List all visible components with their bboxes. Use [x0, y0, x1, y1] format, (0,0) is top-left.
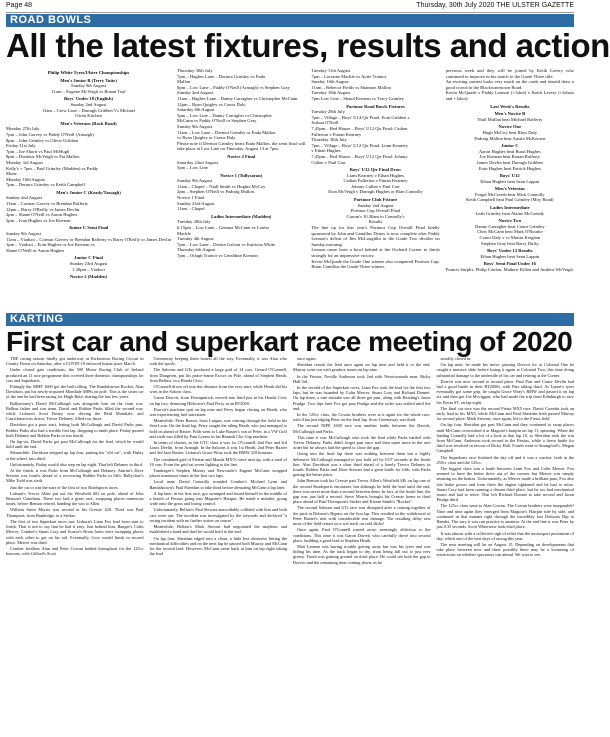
fixture-line: Sunday 16th August	[311, 79, 349, 85]
fixture-line: Tuesday 28th July	[311, 109, 345, 115]
fixture-line: 1pm – Viaduct – Eoin Hughes or Joe Kiernan vs	[6, 242, 95, 248]
headline-karting: First car and superkart race meeting of 2020	[6, 326, 573, 357]
fixture-line: 12pm – Barry O'Reilly vs James Devlin	[6, 206, 80, 212]
article-paragraph: The Saloons and GTs produced a large grid of 14 cars. Gerard O'Connell, from Dungiven, put his peace-frame Escort on Pole, ahead of Stephen Heath, from Belfast, in a Honda Civic.	[149, 367, 287, 383]
article-paragraph: William Steve Morris was second in his Cressie 42S. Third was Paul Thompson, from Banbridge, in a Striker.	[6, 507, 144, 518]
fixture-heading: Junior C Final	[74, 255, 103, 261]
fixture-heading: Philip White Tyres/Ulster Championships	[47, 70, 130, 75]
fixture-heading: Novice 2 Final	[227, 153, 256, 159]
fixture-line: Sunday 9th August	[71, 83, 106, 89]
fixture-line: Kelly's + 7pm – Paul Grimley (Madden) vs Paddy	[6, 165, 99, 171]
fixture-line: Ethan Hughes beat Sean Lappin	[480, 178, 540, 184]
fixture-line: Shane O'Neill or Aaron Hughes	[6, 247, 65, 253]
article-paragraph: Davidson got a poor start, letting both McCullough and David Parks past. Robbie Parks also had a terrible first lap, dropping to ninth place. Finlay passed both Delaney and Robbie Parks to run fourth.	[6, 422, 144, 438]
article-paragraph: once again.	[297, 356, 317, 361]
road-bowls-col-4	[446, 68, 574, 310]
article-paragraph: O'Connell drove off into the distance from the very start, while Heath did his wins in the Saloon class.	[149, 384, 287, 395]
fixture-line: 8pm – Low Lane – Paddy O'Neill (Armagh) vs Stephen Gray	[177, 84, 290, 90]
article-paragraph: The 125cc class went to Alan Cowan. The Cowan brothers were inseparable! Time and time again they emerged from Maguire's Hairpin side by side, and continued in that manner right through the incredibly fast Dobsons Dip to Hamlet. The way it was run practice is amateur. At the end line it was Peter by just 0.35 seconds. Scott Whitewaw took third place.	[436, 503, 574, 530]
article-paragraph: The first of two Superkart races saw Lisburn's Liam Fox lead from start to finish. That is not to say that he had it easy. Just behind him, Banger's Colin Mercer, Comber's Stuart Cory and Scarva's Brian Jones were swapping places with each other to get on his tail. Eventually, Cory would finish in second place. Mercer was third.	[6, 518, 144, 545]
article-paragraph: The final car race was the second Fiesta MX5 race. Davitt Coombs took an early lead in his MX5, while McCann and Paul Sheridan both passed Murray for second place. Mark Stewart, once again, led to the Fiesta field.	[436, 405, 574, 422]
section-title-road-bowls: ROAD BOWLS	[10, 14, 92, 26]
fixture-line: Joe Kiernan beat Ronan Rafferty	[479, 154, 541, 160]
fixture-line: Friday 31st July	[6, 143, 36, 149]
fixture-heading: Novice 2 (Madden)	[69, 274, 108, 280]
road-bowls-col-3	[311, 68, 439, 310]
article-paragraph: Just the car to win the start of the first of two Roadsports races.	[10, 484, 119, 490]
article-paragraph: Ballymoney's David McCullough was alongside him on the front row. Bellina father and son team, David and Robbie Parks filled the second row, while Lisburn's Scott Finlay, now driving the Reid Mondiale, and Carrickmacross driver, Trevor Delaney, filled row three.	[6, 400, 144, 422]
article-paragraph: Fittingly the NIHF 1600 got the ball rolling. The Randalstown Rocket, Alan Davidson, put his newly-acquired Mondiale M89s on pole. This is the sister car of the one he had been racing for Hugh Reid, sharing the last few years.	[6, 384, 144, 400]
fixture-paragraph: Kevin McQuade v Paddy Lennon (+1shot) v Keith Lavery (+2shots and +1shot).	[445, 90, 574, 101]
article-paragraph: The combined grid of Fiestas and Mazda MX5's were next up, with a total of 16 cars. From the grid sat seven lighting to the line.	[149, 456, 287, 467]
fixture-line: Monday 10th August	[6, 176, 45, 182]
article-paragraph: Meanwhile, Davidson stepped up lap four, putting his "old car", with Finlay at the wheel, into third.	[6, 450, 144, 461]
fixture-line: Monday 3rd August	[6, 159, 43, 165]
fixture-heading: Men's Veterans (Rock Road)	[60, 120, 117, 126]
fixture-line: Eoin McVeigh v Darragh Hughes or Rian Connolly	[328, 189, 423, 195]
article-paragraph: The biggest class was a battle between Liam Fox and Colin Mercer. Fox seemed to have the better drive out of the corners but Mercer was simply amazing on the brakes. Unfortunately, as Mercer made a brilliant pass, Fox also lost brake power and from there the engine tightened and he had to retire. Stuart Cory had been running a distant third place, but he too had mechanical issues and had to retire. That left Richard Donnet to take second and Jason Prudge third.	[436, 466, 574, 503]
fixture-line: Leah Grimley beat Alaine McGrendy	[475, 210, 545, 216]
fixture-line: Thursday 30th July	[177, 68, 213, 73]
article-paragraph: In the second of the Superkart races, Liam Fox took the lead for the first two laps, but he was hounded by Colin Mercer, Stuart Cory and Richard Donnet. On lap three, a rare mistake saw all three get past, along with Reading's Jason Prudge. Two laps later Fox got past Prudge and the order was settled until the end.	[293, 385, 431, 411]
fixture-line: 7pm – John Garvey vs Paddy O'Neill (Armagh)	[6, 131, 94, 137]
road-bowls-col-2	[177, 68, 305, 310]
fixture-line: Sunday 9th August	[6, 231, 41, 237]
fixture-line: 7pm – Village – Boys' U14 Qtr Final: Eoin Gribben v	[311, 114, 410, 120]
fixture-line: 2pm – Stephen O'Neill vs Padraig Mallon	[177, 189, 254, 195]
article-paragraph: Dorrvit was now second to second place. Paul Parr and Conor Devlin had had a good battle in their RT2000s, with Parr taking third. As Lynne's tyres eventually got some grip, he caught Grace Wray's BMW and passed it on lap six and then got Joe Mcviggan, who had made the trip from Edinburgh to race his Fiesta ST, on lap eight.	[436, 378, 574, 405]
fixture-line: 11am – Cormac Garvey vs Brendan Rafferty	[6, 201, 89, 207]
fixture-line: 7pm – Orlagh Trainor vs Geraldine Kiernan	[177, 253, 258, 258]
fixture-heading: Boys' Under 12 Results	[487, 248, 533, 254]
fixture-line: Thursday 6th August	[177, 247, 216, 253]
fixture-line: 11am – Chapel – Niall Smith vs Hughie McCoy	[177, 183, 266, 189]
fixture-line: Results	[368, 219, 383, 225]
fixture-line: Fergal McCreesh beat Mick Connolly	[475, 191, 545, 197]
fixture-line: Mackle	[177, 230, 191, 236]
fixture-line: Stephen Gray beat Barry Duffy	[481, 240, 539, 246]
fixture-line: 5pm – Low Line	[177, 165, 208, 171]
article-paragraph: A lap later, in his first race, got swamped and found himself in the middle of a bunch of Fiestas going into Maguire's Hairpin. He made a mistake, going wide onto the grass and losing control.	[149, 490, 287, 507]
fixture-heading: Men's Junior C (Keady/Tassagh)	[56, 189, 121, 195]
article-paragraph: In terms of classes, as the GTC class it was 1st O'Connell, 2nd Parr and 3rd Louis Devlin, from Armagh. In the Saloons it was 1st Heath, 2nd Peter Baxter and 3rd Jazz Baxter. Lisburn's Grace Wray took the BMW 318 honours.	[149, 440, 287, 456]
fixture-line: Eoin Hughes beat Patrick Hughes	[478, 165, 541, 171]
article-paragraph: The Superkarts race finished the day off and it was a cracker, both in the 250cc class and the 125cc.	[436, 454, 574, 465]
fixture-heading: Novice Two	[498, 218, 522, 224]
karting-col-2	[150, 356, 288, 734]
article-paragraph: Under closed gate conditions, the 500 Motor Racing Club of Ireland produced an 11 race programme that covered three domestic championships for cars and Superkarts.	[6, 367, 144, 383]
article-paragraph: This time it was McCullough who took the lead while Parks battled with Trevor Delaney. Parks didn't forget past once and then some more in the rare order but he always had the speed to close the gap.	[293, 434, 431, 451]
fixture-line: 11am – Hughes Lane – Danny Carragher vs Christopher McCann	[177, 95, 298, 101]
road-bowls-col-1	[6, 68, 171, 310]
fixture-line: Keith Campbell beat Paul Grimley (Moy Road)	[466, 197, 554, 203]
fixture-line: Sunday 23rd August	[177, 200, 215, 206]
article-paragraph: The second Saloons and GTs race was disrupted after a coming together of the pack at Dobson's Bypass on the first lap. This resulted in the withdrawal of Peter Baxter's seat with considerable rear damage. The resulting delay saw most of the field restart on a wet track on cold slicks!	[293, 505, 431, 527]
fixture-line: Cadian Fullerton v Fintan Kearney	[343, 178, 408, 184]
fixture-line: 11am – Crew Lane – Darragh Gribben Vs Michael	[41, 107, 136, 113]
fixture-line: Curran's 10.30am to Connolly's	[346, 213, 405, 219]
fixture-line: Johnny Cullen v Paul Carr	[351, 183, 400, 189]
road-bowls-columns	[6, 68, 574, 310]
fixture-line: Conor Daly v vs Martin Keighan	[479, 235, 541, 241]
fixture-paragraph: Lennon came from a bowl behind at the Orchard Corner to finish strongly for an impressive victory.	[311, 247, 440, 258]
fixture-line: 7pm – Lorraine Mackle vs Aoife Trainor	[311, 73, 387, 79]
fixture-heading: Men's Junior B (Terry Tuite)	[60, 77, 117, 83]
fixture-paragraph: Francis Surplis, Philip Conlon, Mathew Killen and Andrew McVeigh.	[445, 267, 574, 272]
fixture-heading: Boys' Semi Final Under 16	[483, 261, 536, 267]
fixture-line: 8pm – Dominic McVeigh vs Pat Mallon	[6, 154, 80, 160]
article-paragraph: At the finish, it was Parks from McCullough and Delaney. Antrim's Dave Stewart was fourth, ahead of a recovering Robbie Parks in fifth. Ballyclare's Mike Todd was sixth.	[6, 468, 144, 484]
fixture-heading: Junior C Semi Final	[68, 225, 109, 231]
fixture-paragraph: Please note if Dermot Grimley beats Enda Mallon, the semi final will take place at Low Line on Thursday, August 13 at 7pm.	[177, 140, 306, 152]
fixture-line: Sunday 2nd August	[357, 202, 394, 208]
fixture-line: Mallon	[177, 79, 191, 85]
article-paragraph: Dorrvit's machine quit on lap nine and Perry began closing on Heath, who was experiencing fuel starvation.	[149, 406, 287, 418]
fixture-line: 7pm – Low Lane – Denise Galvan vs Katriona White	[177, 241, 276, 247]
fixture-heading: Ladies Intermediate (Madden)	[211, 213, 272, 219]
article-paragraph: The second NIFF 1600 race was another battle between the Davids, McCullough and Parks.	[293, 423, 431, 434]
fixture-line: Fullerton v Fintan Kearney	[311, 131, 362, 137]
fixture-line: 11am – Chapel	[177, 206, 205, 212]
fixture-heading: Last Week's Results	[490, 103, 530, 109]
fixture-line: 7.45pm – Red House – Boys' U12 Qtr Final: Cadian	[311, 125, 408, 131]
fixture-line: v Ethan Hughes	[311, 148, 341, 154]
fixture-heading: Men's Novice B	[494, 111, 526, 117]
fixture-line: Aaron Hughes beat Ruari Hughes	[478, 148, 541, 154]
fixture-line: 7pm Low Line – Shaud Kiernan vs Tracy Grimley	[311, 95, 404, 101]
fixture-line: Liam Kearney v Ethan Hughes	[347, 172, 404, 178]
fixture-heading: Novice One	[498, 124, 522, 130]
article-paragraph: Unfortunately, Belfast's Paul Stewart unavoidably collided with him and both cars were out. The incident was investigated by the stewards and declared "a racing incident with no further action on course".	[149, 507, 287, 523]
fixture-line: Tuesday 28th July	[177, 219, 211, 225]
article-paragraph: The next meeting will be on August 15. Depending on developments that take place between now and then, possibly there may be a loosening of restrictions on whether spectators can attend. We wait to see.	[436, 541, 574, 558]
fixture-line: 12pm – Ryan Quigley vs Conor Daly	[177, 101, 246, 107]
fixture-line: Saturday 22nd August	[177, 159, 218, 165]
fixture-line: Tuesday 4th August	[177, 236, 214, 242]
section-bar-road-bowls	[6, 14, 574, 27]
fixture-line: 11am – Rebecca Fields vs Shannon Mallon	[311, 84, 391, 90]
fixture-line: Thursday 30th July	[311, 137, 347, 143]
article-paragraph: THE racing season finally got underway at Kirkistown Racing Circuit in County Down on Saturday, after a COVID-19 enforced hiatus since March.	[6, 356, 144, 367]
article-paragraph: In the Fiestas, Neville Anderson took 2nd with Newtownards man, Ricky Hall 3rd.	[293, 373, 431, 384]
article-paragraph: Once again, Paul O'Connell roared away, seemingly oblivious to the conditions. This time it was Garon Dorrvit who carefully drove into second place, building a good lead to Stephen Heath.	[293, 527, 431, 543]
fixture-heading: Boys' U12	[499, 173, 520, 179]
fixture-line: Tuesday 18th August	[311, 90, 351, 96]
karting-col-1	[6, 356, 144, 734]
fixture-line: Tuesday 11th August	[311, 68, 351, 73]
fixture-line: Sunday 9th August	[177, 178, 213, 184]
article-paragraph: steadily closed in.	[440, 356, 472, 361]
fixture-line: 2pm – Shane O'Neill vs Aaron Hughes	[6, 212, 78, 218]
fixture-line: Ethan Hughes beat Sean Lappin	[480, 253, 540, 259]
fixture-line: Sunday 23rd August	[69, 261, 108, 266]
article-paragraph: On lap four, Sheridan got past McCann and they continued to swap places until McCann overcooked it at Maguire's hairpin on lap 11, spinning. When the leading Connolly had a bit of a look at that lap 10, so Sheridan took the win from McCann. Anderson took second in the Fiestas, while a fierce battle for third was resolved in favour of Ricky Hall. Fourth went to Strangford's, Megan Campbell.	[436, 422, 574, 454]
article-paragraph: John Benson took his Cressie past Trevor Allen's Westfield SEi on lap one of the second Roadsports encounter, but although he held the lead until the end, there was never more than a second between them. In fact, at the finish line, the gap was just half a second. Steve Morris brought his Cressie home in third place ahead of Paul Thompson's Striker and Kieran Smith's "Rocket".	[293, 478, 431, 505]
article-paragraph: Sheridan retook the lead once again on lap nine and held it to the end. Murray went out with gearbox issues on lap nine.	[293, 362, 431, 373]
article-paragraph: On lap four, Sheridan edged into a clean, a little less obtrusive hitting the mechanical difficulties and on the next lap he passed both Murray and McCann for the second lead. However, McCann came back at him on lap eight taking the lead	[149, 535, 287, 557]
fixture-line: Novice 1 Final	[177, 195, 205, 201]
fixture-line: Cullen v Paul Carr	[311, 159, 346, 165]
fixture-line: 7pm – Village – Boys' U12 Qtr Final: Liam Kearney	[311, 142, 408, 148]
fixture-line: Owen Kitchen	[75, 113, 102, 119]
fixture-heading: Portmor Club Fixture	[353, 197, 398, 203]
fixture-line: 7pm – Dermot Grimley vs Keith Campbell	[6, 182, 85, 188]
fixture-paragraph: An exciting contest looks very much on the cards and should draw a good crowd to the Blackwatertown Road.	[445, 79, 574, 90]
fixture-line: 1.30pm – Viaduct	[72, 266, 105, 272]
headline-road-bowls: All the latest fixtures, results and action	[6, 27, 610, 64]
karting-col-3	[293, 356, 431, 734]
article-paragraph: Greenaway keeping them honest all the way. Eventually, it was Alan who took the spoils.	[149, 356, 287, 367]
fixture-line: vs Ryan Quigley or Conor Daly	[177, 135, 236, 141]
fixture-heading: Boys' Under 18 (English)	[63, 96, 114, 102]
fixture-line: Chris McCann beat Mark O'Rourke	[477, 229, 543, 235]
article-paragraph: Tandragee's Stephen Murray and Newcastle's Eugene McCann swapped places numerous times in the first two laps.	[149, 468, 287, 479]
page-number: Page 48	[6, 2, 33, 9]
fixture-heading: Novice 1 (Tullysaran)	[220, 172, 263, 178]
article-paragraph: Meanwhile, Peter Baxter, from Lurgan, was coming through the field in his Seat Leon. On the final lap, Perry caught the ailing Heath, who just managed to hold on ahead of Baxter. Fifth went to Luke Baxter's son of Peter, in a VW Golf and sixth was filled by Pam Lyness in his Renault Clio Cup machine.	[149, 418, 287, 439]
fixture-line: Danny Carragher beat Conor Grimley	[475, 223, 545, 229]
date-and-paper: Thursday, 30th July 2020 THE ULSTER GAZETTE	[416, 2, 574, 9]
fixture-line: Sunday 2nd August	[6, 195, 42, 201]
fixture-line: Padraig Mallon beat Austin McKeown	[474, 135, 546, 141]
karting-columns	[6, 356, 574, 734]
article-paragraph: Local man, David Connolly rounded Comber's Michael Lynn and Randalstown's Paul Sheridan to take third before demoting McCann a lap later.	[149, 479, 287, 490]
fixture-line: Joshua O'Neill	[311, 120, 339, 126]
article-paragraph: In the 125cc class, the Cowan brothers were at it again for the whole race, with Alan just edging Peter on the final lap. Scott Greenaway was third.	[293, 412, 431, 423]
fixture-line: James Devlin beat Darragh Gribben	[476, 159, 543, 165]
fixture-line: 7pm – Joe Shortt vs Paul McHugh	[6, 148, 70, 154]
fixture-line: 11am – Low Lane – Dermot Grimley or Enda Mallon	[177, 129, 276, 135]
article-paragraph: It was almost with a collective sigh of relief that the motorsport pessimism of day, which one of the best days of racing this year.	[436, 530, 574, 541]
article-paragraph: Lisburn's Trevor Allen put out his Westfield SEi on pole, ahead of John Benson's Caterham. These two had a great race, swapping places numerous times, before Benson retired, handing the win to Allen.	[6, 490, 144, 507]
fixture-paragraph: previous week and they will be joined by Keith Lavery who continued to improve in his match to the Grade Three title.	[445, 68, 574, 79]
article-paragraph: On lap six, David Parks got past McCullough for the lead, which he would hold until the end.	[6, 439, 144, 450]
fixture-line: Sunday 2nd August	[70, 101, 107, 107]
fixture-heading: Junior C	[501, 143, 519, 149]
fixture-line: 5pm – Low Line – Danny Carragher or Christopher	[177, 112, 272, 118]
article-paragraph: Matt Lennon was having trouble getting away but was his tyres and was hiding his time. As the track began to dry, from being full out to just very greasy. Troub was gaining ground on third place. He could see both the gap to Dorrvit and the remaining time coming down, as he	[293, 543, 431, 565]
fixture-heading: Men's Veterans	[494, 186, 525, 192]
article-paragraph: Garon Dorrvit, from Downpatrick, moved into third just in his Honda Civic on lap two, demoting Hillsown's Paul Perry in an RT2000.	[149, 395, 287, 406]
fixture-line: Monday 27th July	[6, 126, 40, 132]
fixture-heading: Ladies Intermediate	[489, 205, 530, 211]
fixture-line: 7pm – Hughes Lane – Dermot Grimley vs Enda	[177, 73, 266, 79]
fixture-line: Hugh McCoy beat Rhys Daly	[482, 129, 538, 135]
fixture-heading: Boys' U12 Qtr Final Draw	[349, 167, 402, 173]
fixture-paragraph: The line up for this year's Portmor Cup Overall Final kindly sponsored by John and Camillus Dynes is now complete after Paddy Lennon's defeat of Jim McLoughlin in the Grade Two decider on Sunday morning.	[311, 225, 440, 247]
article-paragraph: Comber brothers Alan and Peter Cowan battled throughout for the 125cc honours, with Gifford's Scott	[6, 545, 144, 557]
fixture-line: 8pm – John Grimley vs Oliver Gribben	[6, 137, 79, 143]
fixture-line: 11am – Viaduct – Cormac Garvey or Brendan Rafferty vs Barry O'Reilly or James Devlin	[6, 236, 172, 242]
fixture-line: Saturday 8th August	[177, 107, 215, 113]
fixture-line: Mone	[6, 171, 17, 177]
article-paragraph: Unfortunately, Finlay would also step on lap eight. That left Delaney in third.	[10, 461, 143, 467]
fixture-line: 11am – Eugene McVeigh vs Ronan Toal	[51, 88, 126, 94]
page-header	[6, 2, 574, 13]
article-paragraph: Meanwhile, Belfast's Mark Stewart had negotiated the mayhem and established a bond and duel he would hold to the end.	[149, 524, 287, 535]
karting-col-4	[437, 356, 575, 734]
fixture-line: Sunday 9th August	[177, 123, 213, 129]
section-bar-karting	[6, 313, 574, 326]
fixture-line: McCann vs Paddy O'Neill or Stephen Gray	[177, 118, 257, 124]
article-paragraph: On lap nine, he made his move, passing Dorrvit for at Colonial One he caught a massive slide before losing it again at Colonial Two, this time doing substantial damage to the underside of his car and retiring at the Corner.	[436, 362, 574, 378]
article-paragraph: Going into the final lap there was nothing between them but a highly defensive McCullough managed to just hold off by 0.07 seconds at the finish line. Alan Davidson was a clear third ahead of a lonely Trevor Delaney in fourth. Robbie Parks and Dave Stewart had a great battle for fifth, with Parks getting the better place.	[293, 451, 431, 478]
fixture-line: Portmor Cup Overall Final	[350, 208, 401, 214]
fixture-line: Sunday 2nd August	[177, 90, 214, 96]
fixture-paragraph: Kevin McQuade the Grade One winner also conquered Portmor Cup, Brian Camillus the Grade Three winner.	[311, 258, 440, 270]
fixture-line: 6.15pm – Low Lane – Gemma McCann vs Louise	[177, 225, 270, 231]
section-title-karting: KARTING	[10, 313, 64, 325]
fixture-line: Niall Mullan beat Michael Rafferty	[477, 116, 543, 122]
fixture-line: 7.45pm – Red House – Boys' U12 Qtr Final: Johnny	[311, 153, 408, 159]
fixture-heading: Portmor Road Bowls Fixtures	[346, 103, 405, 109]
fixture-line: 2pm – Ivan Hughes vs Joe Kiernan	[6, 217, 71, 223]
